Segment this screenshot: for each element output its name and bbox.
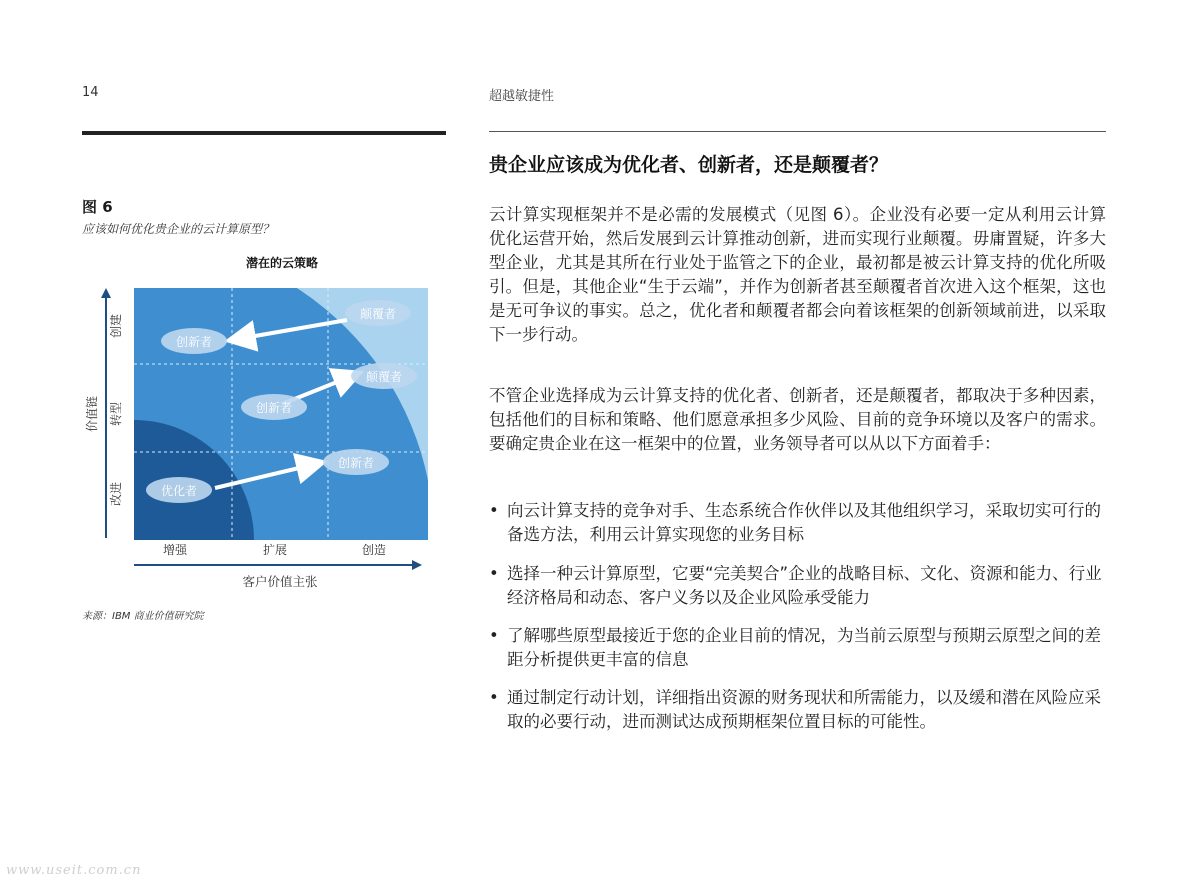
node-innovator-top (161, 328, 227, 354)
x-axis-label: 客户价值主张 (242, 574, 318, 589)
y-level-label: 改进 (109, 481, 123, 507)
bullet-marker: • (489, 626, 499, 645)
bullet-text: 向云计算支持的竞争对手、生态系统合作伙伴以及其他组织学习，采取切实可行的备选方法，利用云计算实现您的业务目标 (507, 501, 1101, 544)
body-paragraph: 云计算实现框架并不是必需的发展模式（见图 6）。企业没有必要一定从利用云计算优化运营开始，然后发展到云计算推动创新，进而实现行业颠覆。毋庸置疑，许多大型企业，尤其是其所在行业处于监管之下的企业，最初都是被云计算支持的优化所吸引。但是，其他企业“生于云端”，并作为创新者甚至颠覆者首次进入这个框架，这也是无可争议的事实。总之，优化者和颠覆者都会向着该框架的创新领域前进，以采取下一步行动。 (489, 205, 1106, 344)
node-innovator-low (323, 449, 389, 475)
figure-label: 图 6 (82, 198, 113, 216)
page-number: 14 (82, 85, 99, 100)
x-level-label: 扩展 (262, 543, 288, 557)
y-axis-label: 价值链 (85, 395, 99, 433)
node-label: 颠覆者 (365, 370, 403, 384)
node-disruptor-top (345, 300, 411, 326)
node-label: 创新者 (255, 401, 293, 415)
figure-caption: 应该如何优化贵企业的云计算原型？ (82, 222, 275, 236)
left-column-rule (82, 131, 446, 135)
diagram-title: 潜在的云策略 (246, 256, 319, 270)
bullet-text: 了解哪些原型最接近于您的企业目前的情况，为当前云原型与预期云原型之间的差距分析提供更丰富的信息 (507, 626, 1101, 669)
node-optimizer (146, 477, 212, 503)
cloud-strategy-diagram (82, 278, 452, 598)
watermark: www.useit.com.cn (6, 863, 142, 878)
node-label: 创新者 (175, 335, 213, 349)
node-label: 创新者 (337, 456, 375, 470)
bullet-marker: • (489, 688, 499, 707)
section-heading: 贵企业应该成为优化者、创新者，还是颠覆者？ (489, 154, 889, 176)
bullet-text: 选择一种云计算原型，它要“完美契合”企业的战略目标、文化、资源和能力、行业经济格局和动态、客户义务以及企业风险承受能力 (507, 564, 1102, 607)
bullet-marker: • (489, 501, 499, 520)
running-head: 超越敏捷性 (489, 89, 555, 104)
x-axis-arrowhead (412, 560, 422, 570)
figure-source: 来源：IBM 商业价值研究院 (82, 611, 204, 622)
bullet-text: 通过制定行动计划，详细指出资源的财务现状和所需能力，以及缓和潜在风险应采取的必要行动，进而测试达成预期框架位置目标的可能性。 (507, 688, 1101, 731)
right-column-rule (489, 131, 1106, 132)
node-label: 颠覆者 (359, 307, 397, 321)
y-level-label: 转型 (109, 401, 123, 427)
body-paragraph: 不管企业选择成为云计算支持的优化者、创新者，还是颠覆者，都取决于多种因素，包括他们的目标和策略、他们愿意承担多少风险、目前的竞争环境以及客户的需求。要确定贵企业在这一框架中的位置，业务领导者可以从以下方面着手： (489, 386, 1106, 453)
node-disruptor-mid (351, 363, 417, 389)
node-label: 优化者 (160, 484, 198, 498)
y-level-label: 创建 (109, 313, 123, 339)
bullet-marker: • (489, 564, 499, 583)
x-level-label: 创造 (361, 543, 387, 557)
y-axis-arrowhead (101, 288, 111, 298)
node-innovator-mid (241, 394, 307, 420)
x-level-label: 增强 (162, 543, 188, 557)
